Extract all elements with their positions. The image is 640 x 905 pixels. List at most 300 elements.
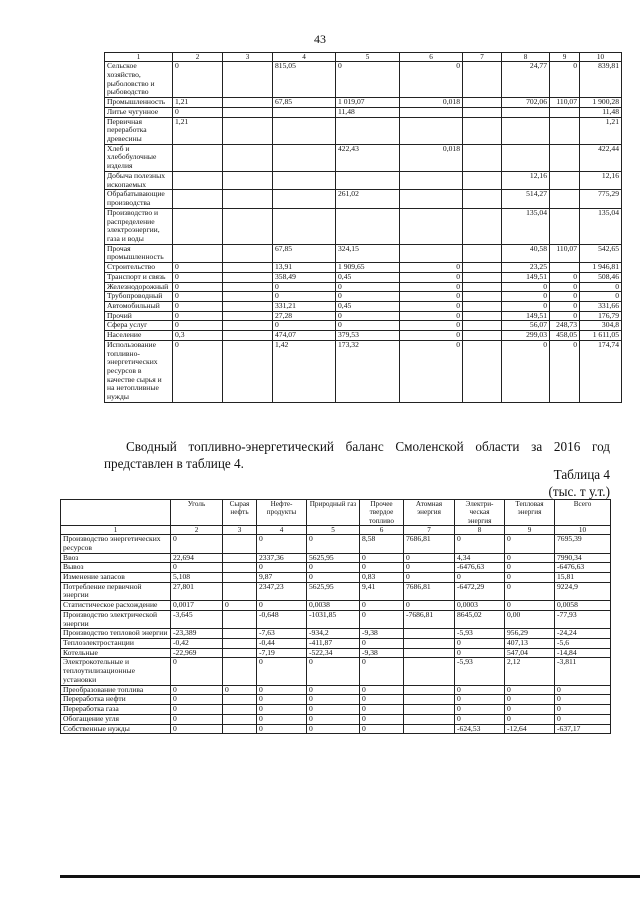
table-cell: 261,02 <box>336 190 400 208</box>
table-cell: 0 <box>173 301 223 311</box>
table-cell: 0 <box>173 340 223 402</box>
table-cell <box>273 117 336 144</box>
table-cell: 0 <box>171 685 223 695</box>
table-cell: 176,79 <box>580 311 622 321</box>
table-cell <box>173 171 223 189</box>
row-label: Производство энергетических ресурсов <box>61 535 171 553</box>
table-cell <box>223 340 273 402</box>
table-cell: 0 <box>173 311 223 321</box>
row-label: Преобразование топлива <box>61 685 171 695</box>
table4-column-number: 6 <box>360 525 404 534</box>
table-cell: 0 <box>505 535 555 553</box>
table-cell <box>223 190 273 208</box>
table-cell: 0 <box>173 321 223 331</box>
table-cell: 22,694 <box>171 553 223 563</box>
table-cell: 12,16 <box>502 171 550 189</box>
row-label: Добыча полезных ископаемых <box>105 171 173 189</box>
table-cell: -3,811 <box>555 658 611 685</box>
table-cell: 15,81 <box>555 573 611 583</box>
table-row <box>61 610 611 628</box>
table-cell <box>223 658 257 685</box>
table-row <box>105 171 622 189</box>
table-cell: 324,15 <box>336 244 400 262</box>
table-cell: 0 <box>555 714 611 724</box>
table-cell <box>223 244 273 262</box>
table-cell <box>223 648 257 658</box>
table-cell <box>400 208 463 244</box>
table-cell: 0 <box>360 685 404 695</box>
table1-header-cell: 8 <box>502 53 550 62</box>
table-cell <box>223 263 273 273</box>
table-cell: 547,04 <box>505 648 555 658</box>
table-cell: 0 <box>257 705 307 715</box>
table-cell <box>400 244 463 262</box>
table-cell <box>463 107 502 117</box>
table-cell: -9,38 <box>360 629 404 639</box>
table-cell: 0 <box>455 695 505 705</box>
table-cell: 149,51 <box>502 311 550 321</box>
table-cell <box>463 117 502 144</box>
table-cell: 0 <box>257 714 307 724</box>
table-cell: 1,42 <box>273 340 336 402</box>
table-row <box>105 311 622 321</box>
table-cell: 0 <box>400 340 463 402</box>
table-cell: -6472,29 <box>455 582 505 600</box>
table-cell: -7686,81 <box>404 610 455 628</box>
row-label: Теплоэлектростанции <box>61 639 171 649</box>
table-cell <box>223 311 273 321</box>
table-cell: 0 <box>273 321 336 331</box>
table-cell: -0,42 <box>171 639 223 649</box>
table-cell: 0 <box>360 601 404 611</box>
table-cell <box>502 144 550 171</box>
table-row <box>61 714 611 724</box>
table-cell: 422,44 <box>580 144 622 171</box>
row-label: Электрокотельные и теплоутилизационные установки <box>61 658 171 685</box>
table-cell: 0 <box>307 705 360 715</box>
row-label: Обогащение угля <box>61 714 171 724</box>
table-cell <box>463 292 502 302</box>
table-cell <box>463 62 502 98</box>
table-cell: 0 <box>505 573 555 583</box>
table4-header-cell: Атомная энергия <box>404 500 455 526</box>
table1-header-cell: 5 <box>336 53 400 62</box>
table-cell: -5,6 <box>555 639 611 649</box>
table-cell: -6476,63 <box>455 563 505 573</box>
table-cell: 5625,95 <box>307 582 360 600</box>
table-cell <box>173 244 223 262</box>
table-cell: 174,74 <box>580 340 622 402</box>
table-cell <box>463 190 502 208</box>
table-cell: 0 <box>455 648 505 658</box>
table-cell: 8,58 <box>360 535 404 553</box>
table-cell <box>223 301 273 311</box>
table-cell: 0 <box>257 724 307 734</box>
table-cell <box>223 282 273 292</box>
table-cell: 0,0058 <box>555 601 611 611</box>
table-cell: 0 <box>400 62 463 98</box>
table4-number-row <box>61 525 611 534</box>
table-cell <box>223 724 257 734</box>
table-row <box>105 244 622 262</box>
table-cell: 0,3 <box>173 331 223 341</box>
table-cell <box>463 263 502 273</box>
table-cell: 0,0017 <box>171 601 223 611</box>
table-cell: 173,32 <box>336 340 400 402</box>
table-cell: 0,018 <box>400 144 463 171</box>
row-label: Прочий <box>105 311 173 321</box>
table-cell <box>223 563 257 573</box>
table-cell <box>223 639 257 649</box>
table-cell <box>273 171 336 189</box>
table-row <box>105 107 622 117</box>
table-cell <box>463 282 502 292</box>
table-cell <box>223 582 257 600</box>
table-cell: 458,05 <box>550 331 580 341</box>
table-row <box>61 563 611 573</box>
table-cell: 0 <box>455 685 505 695</box>
table-cell: 0,0038 <box>307 601 360 611</box>
table-row <box>61 629 611 639</box>
table-cell <box>173 190 223 208</box>
table-row <box>61 601 611 611</box>
table-cell <box>463 301 502 311</box>
table-cell <box>273 107 336 117</box>
table-cell: 7686,81 <box>404 535 455 553</box>
table-row <box>61 573 611 583</box>
table-cell: 0 <box>171 563 223 573</box>
row-label: Вывоз <box>61 563 171 573</box>
table1-header-cell: 10 <box>580 53 622 62</box>
table4-column-number: 5 <box>307 525 360 534</box>
table-cell: 27,28 <box>273 311 336 321</box>
table-cell: 0 <box>550 301 580 311</box>
row-label: Котельные <box>61 648 171 658</box>
table-cell: 0 <box>257 563 307 573</box>
table-cell: 4,34 <box>455 553 505 563</box>
table-cell: 7686,81 <box>404 582 455 600</box>
table-cell: 0 <box>400 282 463 292</box>
table-cell: -12,64 <box>505 724 555 734</box>
row-label: Трубопроводный <box>105 292 173 302</box>
table-cell: 11,48 <box>580 107 622 117</box>
table-cell: 0 <box>555 705 611 715</box>
table-cell <box>463 171 502 189</box>
table-cell: 0 <box>360 553 404 563</box>
table-cell: -624,53 <box>455 724 505 734</box>
table-cell: -637,17 <box>555 724 611 734</box>
table-cell <box>400 117 463 144</box>
table-cell: 135,04 <box>502 208 550 244</box>
table-cell: 0 <box>171 535 223 553</box>
table4-header-cell: Всего <box>555 500 611 526</box>
table-cell: 0 <box>360 563 404 573</box>
table-cell: 0 <box>580 282 622 292</box>
table-cell: 0 <box>505 714 555 724</box>
table-cell <box>404 629 455 639</box>
table-cell <box>404 724 455 734</box>
table-cell <box>223 321 273 331</box>
table-cell: 0 <box>455 573 505 583</box>
table-cell: 0 <box>360 695 404 705</box>
row-label: Собственные нужды <box>61 724 171 734</box>
table-cell: 0 <box>171 714 223 724</box>
table-cell: 0 <box>257 658 307 685</box>
table-row <box>61 535 611 553</box>
table-cell: 0 <box>400 331 463 341</box>
table-cell: 0 <box>502 282 550 292</box>
table-cell: 474,07 <box>273 331 336 341</box>
row-label: Изменение запасов <box>61 573 171 583</box>
table-cell <box>336 208 400 244</box>
table-cell: 379,53 <box>336 331 400 341</box>
table-cell: -934,2 <box>307 629 360 639</box>
table1-header-cell: 1 <box>105 53 173 62</box>
table-caption-units: (тыс. т у.т.) <box>548 484 610 499</box>
row-label: Обрабатывающие производства <box>105 190 173 208</box>
table-cell: 0,45 <box>336 301 400 311</box>
table-cell: 0 <box>555 695 611 705</box>
table-cell: 0 <box>400 321 463 331</box>
table-cell: -7,63 <box>257 629 307 639</box>
table-cell: -0,44 <box>257 639 307 649</box>
table-cell: 775,29 <box>580 190 622 208</box>
table-cell <box>223 171 273 189</box>
row-label: Потребление первичной энергии <box>61 582 171 600</box>
table-cell <box>550 107 580 117</box>
table-cell: 0 <box>360 724 404 734</box>
table-consumption-by-sector <box>104 52 622 403</box>
table-cell <box>223 117 273 144</box>
table-cell: 1,21 <box>173 98 223 108</box>
table-cell: 9,41 <box>360 582 404 600</box>
table-cell <box>404 639 455 649</box>
table-cell: 0,83 <box>360 573 404 583</box>
table-cell: 8645,02 <box>455 610 505 628</box>
table4-header-cell: Сырая нефть <box>223 500 257 526</box>
table-cell: 0,018 <box>400 98 463 108</box>
table-cell: 331,66 <box>580 301 622 311</box>
row-label: Население <box>105 331 173 341</box>
table-cell: 0,45 <box>336 272 400 282</box>
table-cell <box>463 311 502 321</box>
table-cell: 0 <box>404 573 455 583</box>
table-cell: 149,51 <box>502 272 550 282</box>
table-cell <box>463 331 502 341</box>
table-cell: -77,93 <box>555 610 611 628</box>
table-cell: 0 <box>336 62 400 98</box>
table4-header-cell <box>61 500 171 526</box>
row-label: Переработка газа <box>61 705 171 715</box>
table4-header-row <box>61 500 611 526</box>
row-label: Литье чугунное <box>105 107 173 117</box>
table-cell <box>463 98 502 108</box>
table-cell: 0 <box>502 292 550 302</box>
row-label: Прочая промышленность <box>105 244 173 262</box>
table-cell: 0 <box>505 685 555 695</box>
table-cell: 0 <box>550 282 580 292</box>
table-cell <box>223 62 273 98</box>
row-label: Производство электрической энергии <box>61 610 171 628</box>
table-cell: 0 <box>171 705 223 715</box>
table-cell <box>223 714 257 724</box>
table-cell: 0 <box>400 292 463 302</box>
table-cell <box>173 144 223 171</box>
table-cell: 0 <box>223 685 257 695</box>
table4-column-number: 2 <box>171 525 223 534</box>
table-cell: 0 <box>307 695 360 705</box>
table-row <box>61 639 611 649</box>
table-cell: 0 <box>360 714 404 724</box>
table-cell: 0 <box>307 563 360 573</box>
table-row <box>105 144 622 171</box>
table-cell: -23,389 <box>171 629 223 639</box>
table-cell: 0 <box>273 282 336 292</box>
table-cell: 5625,95 <box>307 553 360 563</box>
table-cell <box>223 107 273 117</box>
row-label: Статистическое расхождение <box>61 601 171 611</box>
table-cell <box>223 695 257 705</box>
paragraph-text: Сводный топливно-энергетический баланс Смоленской области за 2016 год представлен в таблице 4. <box>104 439 610 471</box>
table-cell: 0 <box>505 553 555 563</box>
table-cell <box>463 208 502 244</box>
table-cell <box>223 98 273 108</box>
table-row <box>105 282 622 292</box>
table-cell: 2337,36 <box>257 553 307 563</box>
table-cell: 1 900,28 <box>580 98 622 108</box>
table-cell: 0 <box>360 705 404 715</box>
table4-column-number: 9 <box>505 525 555 534</box>
table-cell <box>550 263 580 273</box>
table-cell: 2,12 <box>505 658 555 685</box>
table1-header-cell: 7 <box>463 53 502 62</box>
table-cell: 0 <box>580 292 622 302</box>
table-row <box>105 321 622 331</box>
table-cell: 0 <box>223 601 257 611</box>
table1-header-cell: 4 <box>273 53 336 62</box>
table-caption-title: Таблица 4 <box>553 467 610 482</box>
table-row <box>61 553 611 563</box>
table-cell: 508,46 <box>580 272 622 282</box>
table4-header-cell: Электри-ческая энергия <box>455 500 505 526</box>
row-label: Хлеб и хлебобулочные изделия <box>105 144 173 171</box>
table-cell <box>223 535 257 553</box>
table-row <box>105 190 622 208</box>
table1-header-cell: 6 <box>400 53 463 62</box>
table-cell <box>223 705 257 715</box>
table-row <box>105 301 622 311</box>
table-cell: -7,19 <box>257 648 307 658</box>
table-cell: 27,801 <box>171 582 223 600</box>
table-cell <box>550 190 580 208</box>
table-cell <box>223 208 273 244</box>
table-cell <box>400 171 463 189</box>
table-cell: 304,8 <box>580 321 622 331</box>
table-cell: 1,21 <box>173 117 223 144</box>
table-cell: 40,58 <box>502 244 550 262</box>
table-cell: -14,84 <box>555 648 611 658</box>
table-cell: 0 <box>505 601 555 611</box>
table-cell: 0 <box>550 311 580 321</box>
table-cell: 0 <box>550 292 580 302</box>
table-cell: 0 <box>173 292 223 302</box>
table-cell: -3,645 <box>171 610 223 628</box>
table-cell: 67,85 <box>273 98 336 108</box>
table-cell: 0,0003 <box>455 601 505 611</box>
table-cell: 110,07 <box>550 244 580 262</box>
table-cell: 0 <box>171 695 223 705</box>
table-cell: 0 <box>505 563 555 573</box>
table-cell: 0 <box>307 535 360 553</box>
table-cell: 135,04 <box>580 208 622 244</box>
table-cell: 5,108 <box>171 573 223 583</box>
table-cell: 407,13 <box>505 639 555 649</box>
table-cell: 358,49 <box>273 272 336 282</box>
table1-header-cell: 9 <box>550 53 580 62</box>
table-cell: 13,91 <box>273 263 336 273</box>
table-cell: 815,05 <box>273 62 336 98</box>
page-bottom-rule <box>60 875 640 878</box>
table-cell: 0 <box>257 685 307 695</box>
table-row <box>61 658 611 685</box>
table-cell: 0 <box>273 292 336 302</box>
table-cell: 110,07 <box>550 98 580 108</box>
table-cell: 0 <box>171 724 223 734</box>
table-row <box>105 208 622 244</box>
table1-header-cell: 3 <box>223 53 273 62</box>
table-cell <box>273 190 336 208</box>
table-cell: 0 <box>173 272 223 282</box>
table-cell: -411,87 <box>307 639 360 649</box>
table-cell: 331,21 <box>273 301 336 311</box>
row-label: Транспорт и связь <box>105 272 173 282</box>
table-cell: 0 <box>550 62 580 98</box>
table-cell: 0 <box>171 658 223 685</box>
table-cell: 0 <box>455 705 505 715</box>
table-cell: 0 <box>307 724 360 734</box>
table-cell <box>400 107 463 117</box>
table-cell: 0 <box>360 639 404 649</box>
table-cell <box>223 144 273 171</box>
table-cell: -24,24 <box>555 629 611 639</box>
row-label: Использование топливно-энергетических ресурсов в качестве сырья и на нетопливные нужды <box>105 340 173 402</box>
table-cell: 422,43 <box>336 144 400 171</box>
table-cell: 1 946,81 <box>580 263 622 273</box>
table-energy-balance <box>60 499 611 734</box>
table-cell: -5,93 <box>455 658 505 685</box>
table-cell: 0 <box>400 272 463 282</box>
table-cell: 0 <box>257 695 307 705</box>
table-cell: 9,87 <box>257 573 307 583</box>
table-cell <box>463 272 502 282</box>
table-cell: 0 <box>307 714 360 724</box>
table-row <box>105 340 622 402</box>
row-label: Строительство <box>105 263 173 273</box>
table4-column-number: 10 <box>555 525 611 534</box>
table-cell <box>463 340 502 402</box>
table-cell: 7990,34 <box>555 553 611 563</box>
table-cell: 542,65 <box>580 244 622 262</box>
table-cell: 12,16 <box>580 171 622 189</box>
table4-header-cell: Природный газ <box>307 500 360 526</box>
table4-column-number: 7 <box>404 525 455 534</box>
table4-header-cell: Нефте-продукты <box>257 500 307 526</box>
table-cell: 0 <box>550 340 580 402</box>
table-cell: 0 <box>336 292 400 302</box>
row-label: Переработка нефти <box>61 695 171 705</box>
table-row <box>61 685 611 695</box>
table-cell <box>404 695 455 705</box>
